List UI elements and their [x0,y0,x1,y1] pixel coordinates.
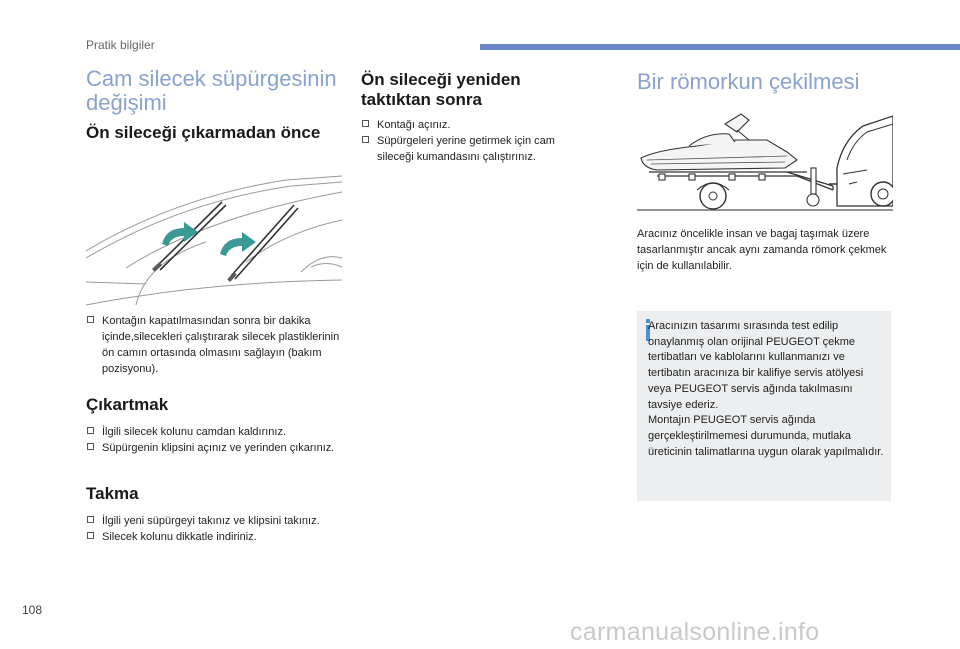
towing-intro-text: Aracınız öncelikle insan ve bagaj taşımak üzere tasarlanmıştır ancak aynı zamanda römork çekmek için de kullanılabilir. [637,228,887,272]
towing-title: Bir römorkun çekilmesi [637,69,860,94]
section-label: Pratik bilgiler [86,38,155,52]
windscreen-wipers-illustration [86,172,342,308]
before-removal-heading: Ön sileceği çıkarmadan önce [86,123,321,142]
list-item: Silecek kolunu dikkatle indiriniz. [86,529,342,545]
info-box [637,311,891,501]
remove-heading: Çıkartmak [86,395,169,414]
list-item: Süpürgenin klipsini açınız ve yerinden çıkarınız. [86,440,342,456]
list-item: Süpürgeleri yerine getirmek için cam sileceği kumandasını çalıştırınız. [361,133,586,165]
towing-illustration [637,110,893,214]
list-item: Kontağın kapatılmasından sonra bir dakika içinde,silecekleri çalıştırarak silecek plastiklerinin ön camın ortasında olmasını sağlayın (bakım pozisyonu). [86,313,342,377]
after-refit-heading: Ön sileceği yeniden taktıktan sonra [361,70,521,109]
info-line: Aracınızın tasarımı sırasında test edilip onaylanmış olan orijinal PEUGEOT çekme tertibatları ve kablolarını kullanmanızı ve tertibatın aracınıza bir kalifiye servis atölyesi veya PEUGEOT servis ağında takılmasını tavsiye ederiz. [648,320,864,411]
install-list [86,513,342,545]
list-item: İlgili yeni süpürgeyi takınız ve klipsini takınız. [86,513,342,529]
remove-list [86,424,342,456]
list-item: Kontağı açınız. [361,117,586,133]
after-refit-list [361,117,586,165]
before-removal-list [86,313,342,377]
install-heading: Takma [86,484,139,503]
header-accent-bar [480,44,960,50]
info-line: Montajın PEUGEOT servis ağında gerçekleştirilmemesi durumunda, mutlaka üreticinin talimatlarına uygun olarak yapılmalıdır. [648,414,884,458]
info-text [648,319,888,460]
list-item: İlgili silecek kolunu camdan kaldırınız. [86,424,342,440]
watermark: carmanualsonline.info [570,618,820,646]
page-number: 108 [22,603,43,617]
wiper-replacement-title: Cam silecek süpürgesinin değişimi [86,66,337,115]
